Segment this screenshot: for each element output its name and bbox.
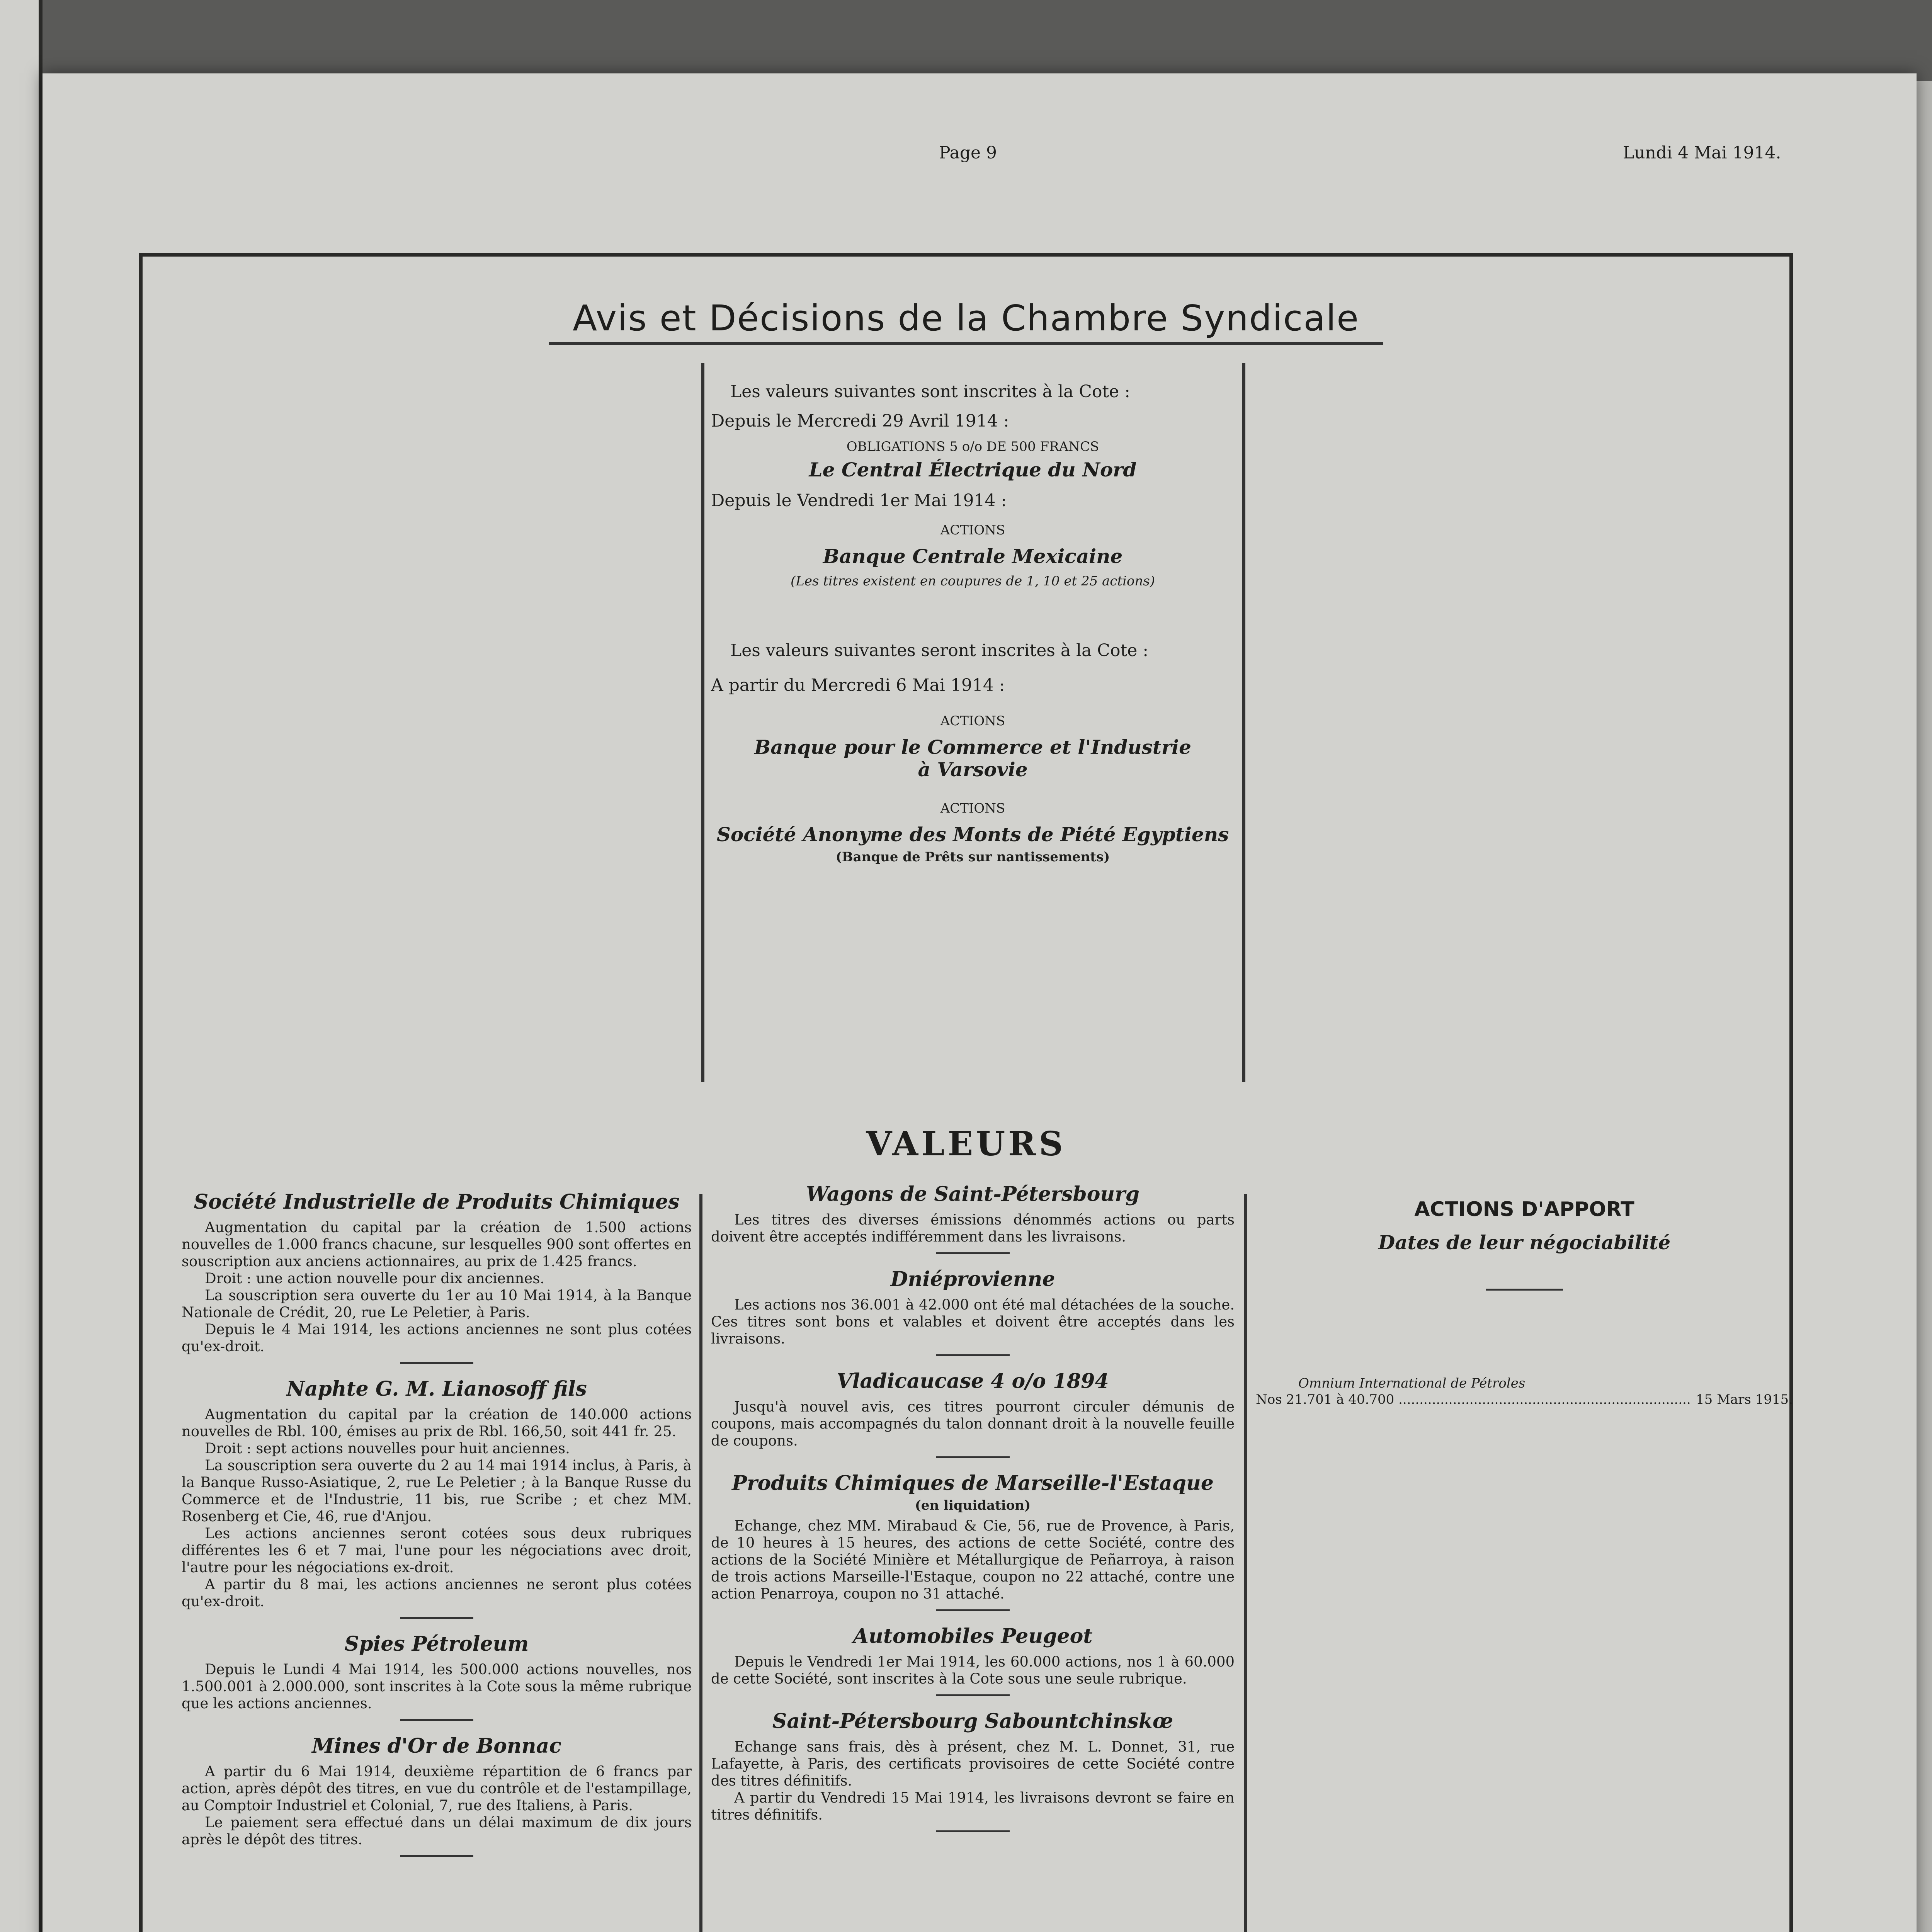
article-rule <box>400 1617 473 1619</box>
issue-date: Lundi 4 Mai 1914. <box>1623 143 1781 163</box>
article-title: Naphte G. M. Lianosoff fils <box>286 1377 587 1401</box>
article-title: Automobiles Peugeot <box>853 1624 1093 1648</box>
article <box>182 1377 692 1619</box>
article-rule <box>936 1830 1010 1832</box>
article-paragraph: Droit : une action nouvelle pour dix anciennes. <box>205 1270 545 1287</box>
apport-title: ACTIONS D'APPORT <box>1414 1198 1634 1221</box>
article-paragraph: Depuis le 4 Mai 1914, les actions anciennes ne sont plus cotées qu'ex-droit. <box>182 1321 692 1355</box>
article-paragraph: Les actions nos 36.001 à 42.000 ont été mal détachées de la souche. Ces titres sont bons et valables et doivent être acceptés dans les livraisons. <box>711 1296 1235 1347</box>
article-paragraph: Echange sans frais, dès à présent, chez M. L. Donnet, 31, rue Lafayette, à Paris, des certificats provisoires de cette Société contre des titres définitifs. <box>711 1738 1235 1789</box>
article <box>182 1190 692 1364</box>
article-title: Dniéprovienne <box>890 1267 1055 1291</box>
article-paragraph: Depuis le Lundi 4 Mai 1914, les 500.000 actions nouvelles, nos 1.500.001 à 2.000.000, sont inscrites à la Cote sous la même rubrique que les actions anciennes. <box>182 1661 692 1712</box>
article <box>711 1182 1235 1254</box>
article-paragraph: Augmentation du capital par la création de 140.000 actions nouvelles de Rbl. 100, émises au prix de Rbl. 166,50, soit 441 fr. 25. <box>182 1406 692 1440</box>
valeurs-right-rule <box>1244 1194 1247 1932</box>
article-paragraph: Les actions anciennes seront cotées sous deux rubriques différentes les 6 et 7 mai, l'une pour les négociations avec droit, l'autre pour les négociations ex-droit. <box>182 1525 692 1576</box>
article-body <box>182 1763 692 1848</box>
article-rule <box>936 1456 1010 1458</box>
article-title: Société Industrielle de Produits Chimiques <box>194 1190 680 1214</box>
avis-type1: OBLIGATIONS 5 o/o DE 500 FRANCS <box>846 439 1099 454</box>
article-paragraph: Augmentation du capital par la création de 1.500 actions nouvelles de 1.000 francs chacune, sur lesquelles 900 sont offertes en souscription aux anciens actionnaires, au prix de 1.425 francs. <box>182 1219 692 1270</box>
article-body <box>182 1219 692 1355</box>
article-title: Wagons de Saint-Pétersbourg <box>806 1182 1139 1206</box>
avis-left-rule <box>701 363 704 1082</box>
article <box>711 1369 1235 1458</box>
avis-name4: Société Anonyme des Monts de Piété Egyptiens <box>716 823 1229 846</box>
article-body <box>711 1738 1235 1823</box>
article-rule <box>936 1609 1010 1611</box>
article-rule <box>400 1719 473 1721</box>
article-paragraph: Droit : sept actions nouvelles pour huit anciennes. <box>205 1440 570 1457</box>
article-title: Mines d'Or de Bonnac <box>312 1734 561 1758</box>
apport-item-nums: Nos 21.701 à 40.700 ..... <box>1256 1391 1692 1408</box>
avis-right-rule <box>1242 363 1245 1082</box>
article-title: Saint-Pétersbourg Sabountchinskœ <box>772 1709 1173 1733</box>
avis-note4: (Banque de Prêts sur nantissements) <box>835 849 1110 865</box>
page-stack-edge <box>1917 81 1932 1932</box>
article-body <box>182 1406 692 1610</box>
avis-block <box>711 381 1235 865</box>
article-rule <box>936 1694 1010 1696</box>
avis-type2: ACTIONS <box>940 522 1005 538</box>
article-title: Vladicaucase 4 o/o 1894 <box>837 1369 1109 1393</box>
avis-name3b: à Varsovie <box>918 758 1028 781</box>
article <box>711 1471 1235 1611</box>
article <box>182 1632 692 1721</box>
article-rule <box>936 1354 1010 1356</box>
article-paragraph: Les titres des diverses émissions dénommés actions ou parts doivent être acceptés indifféremment dans les livraisons. <box>711 1211 1235 1245</box>
article-paragraph: Jusqu'à nouvel avis, ces titres pourront circuler démunis de coupons, mais accompagnés du talon donnant droit à la nouvelle feuille de coupons. <box>711 1398 1235 1449</box>
article-rule <box>400 1855 473 1857</box>
avis-intro2: Les valeurs suivantes seront inscrites à la Cote : <box>730 641 1149 660</box>
apport-item-row <box>1256 1391 1793 1408</box>
article <box>711 1624 1235 1696</box>
avis-name2: Banque Centrale Mexicaine <box>823 545 1123 568</box>
article-body <box>711 1398 1235 1449</box>
article-paragraph: A partir du Vendredi 15 Mai 1914, les livraisons devront se faire en titres définitifs. <box>711 1789 1235 1823</box>
valeurs-middle-column <box>711 1182 1235 1845</box>
avis-note2: (Les titres existent en coupures de 1, 10 et 25 actions) <box>791 573 1155 589</box>
article-rule <box>400 1362 473 1364</box>
valeurs-left-column <box>182 1190 692 1870</box>
article-paragraph: A partir du 6 Mai 1914, deuxième répartition de 6 francs par action, après dépôt des titres, en vue du contrôle et de l'estampillage, au Comptoir Industriel et Colonial, 7, rue des Italiens, à Paris. <box>182 1763 692 1814</box>
article-title: Produits Chimiques de Marseille-l'Estaque <box>732 1471 1214 1495</box>
apport-block <box>1256 1198 1793 1408</box>
article-body <box>711 1296 1235 1347</box>
apport-subtitle: Dates de leur négociabilité <box>1378 1231 1671 1254</box>
avis-date3: A partir du Mercredi 6 Mai 1914 : <box>711 675 1005 695</box>
article-paragraph: La souscription sera ouverte du 2 au 14 mai 1914 inclus, à Paris, à la Banque Russo-Asiatique, 2, rue Le Peletier ; à la Banque Russe du Commerce et de l'Industrie, 11 bis, rue Scribe ; et chez MM. Rosenberg et Cie, 46, rue d'Anjou. <box>182 1457 692 1525</box>
article-paragraph: Depuis le Vendredi 1er Mai 1914, les 60.000 actions, nos 1 à 60.000 de cette Société, sont inscrites à la Cote sous une seule rubrique. <box>711 1653 1235 1687</box>
apport-item-date: 15 Mars 1915. <box>1696 1392 1793 1407</box>
article-rule <box>936 1252 1010 1254</box>
facing-page-edge <box>0 0 43 1932</box>
avis-name1: Le Central Électrique du Nord <box>809 458 1137 481</box>
avis-title-wrap <box>533 298 1399 345</box>
article-paragraph: La souscription sera ouverte du 1er au 10 Mai 1914, à la Banque Nationale de Crédit, 20, rue Le Peletier, à Paris. <box>182 1287 692 1321</box>
avis-type3: ACTIONS <box>940 713 1005 729</box>
article-body <box>711 1517 1235 1602</box>
article-paragraph: A partir du 8 mai, les actions anciennes ne seront plus cotées qu'ex-droit. <box>182 1576 692 1610</box>
avis-name3a: Banque pour le Commerce et l'Industrie <box>754 736 1191 759</box>
valeurs-title: VALEURS <box>866 1124 1066 1163</box>
page-number: Page 9 <box>939 143 997 163</box>
avis-title: Avis et Décisions de la Chambre Syndicale <box>573 298 1359 339</box>
apport-item-name: Omnium International de Pétroles <box>1298 1376 1526 1391</box>
article-subtitle: (en liquidation) <box>915 1498 1031 1513</box>
article-title: Spies Pétroleum <box>344 1632 529 1656</box>
valeurs-left-rule <box>699 1194 702 1932</box>
avis-date2: Depuis le Vendredi 1er Mai 1914 : <box>711 491 1007 510</box>
article-paragraph: Le paiement sera effectué dans un délai maximum de dix jours après le dépôt des titres. <box>182 1814 692 1848</box>
article <box>711 1709 1235 1832</box>
avis-underline <box>549 342 1383 345</box>
avis-intro1: Les valeurs suivantes sont inscrites à la Cote : <box>730 382 1130 401</box>
article-body <box>711 1653 1235 1687</box>
article <box>182 1734 692 1857</box>
article <box>711 1267 1235 1356</box>
article-paragraph: Echange, chez MM. Mirabaud & Cie, 56, rue de Provence, à Paris, de 10 heures à 15 heures, des actions de cette Société, contre des actions de la Société Minière et Métallurgique de Peñarroya, à raison de trois actions Marseille-l'Estaque, coupon no 22 attaché, contre une action Penarroya, coupon no 31 attaché. <box>711 1517 1235 1602</box>
avis-type4: ACTIONS <box>940 801 1005 816</box>
article-body <box>182 1661 692 1712</box>
apport-rule <box>1486 1289 1563 1291</box>
avis-date1: Depuis le Mercredi 29 Avril 1914 : <box>711 411 1009 431</box>
article-body <box>711 1211 1235 1245</box>
